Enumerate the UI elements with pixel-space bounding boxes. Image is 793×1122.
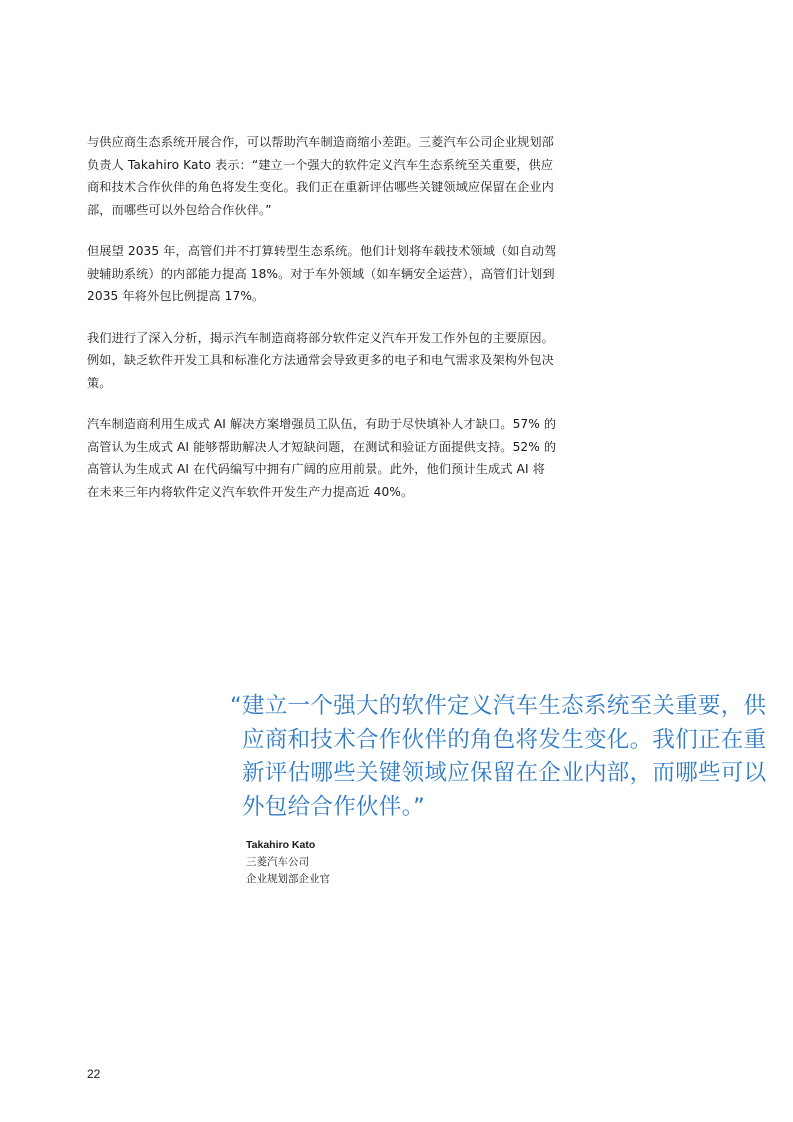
quote-attribution (246, 837, 330, 888)
body-paragraph-3: 我们进行了深入分析，揭示汽车制造商将部分软件定义汽车开发工作外包的主要原因。例如，缺乏软件开发工具和标准化方法通常会导致更多的电子和电气需求及架构外包决策。 (87, 330, 554, 390)
body-text (87, 131, 557, 522)
attribution-title: 企业规划部企业官 (246, 873, 330, 885)
body-paragraph-1: 与供应商生态系统开展合作，可以帮助汽车制造商缩小差距。三菱汽车公司企业规划部负责人 Takahiro Kato 表示：“建立一个强大的软件定义汽车生态系统至关重要，供应商和技术合作伙伴的角色将发生变化。我们正在重新评估哪些关键领域应保留在企业内部，而哪些可以外包给合作伙伴。” (87, 135, 554, 217)
pull-quote: “建立一个强大的软件定义汽车生态系统至关重要，供应商和技术合作伙伴的角色将发生变化。我们正在重新评估哪些关键领域应保留在企业内部，而哪些可以外包给合作伙伴。” (230, 693, 767, 820)
attribution-name: Takahiro Kato (246, 839, 316, 851)
attribution-company: 三菱汽车公司 (246, 856, 309, 868)
page-number: 22 (87, 1067, 101, 1081)
body-paragraph-2: 但展望 2035 年，高管们并不打算转型生态系统。他们计划将车载技术领域（如自动驾驶辅助系统）的内部能力提高 18%。对于车外领域（如车辆安全运营），高管们计划到 2035 年将外包比例提高 17%。 (87, 244, 557, 303)
body-paragraph-4: 汽车制造商利用生成式 AI 解决方案增强员工队伍，有助于尽快填补人才缺口。57% 的高管认为生成式 AI 能够帮助解决人才短缺问题，在测试和验证方面提供支持。52% 的高管认为生成式 AI 在代码编写中拥有广阔的应用前景。此外，他们预计生成式 AI 将在未来三年内将软件定义汽车软件开发生产力提高近 40%。 (87, 417, 557, 499)
